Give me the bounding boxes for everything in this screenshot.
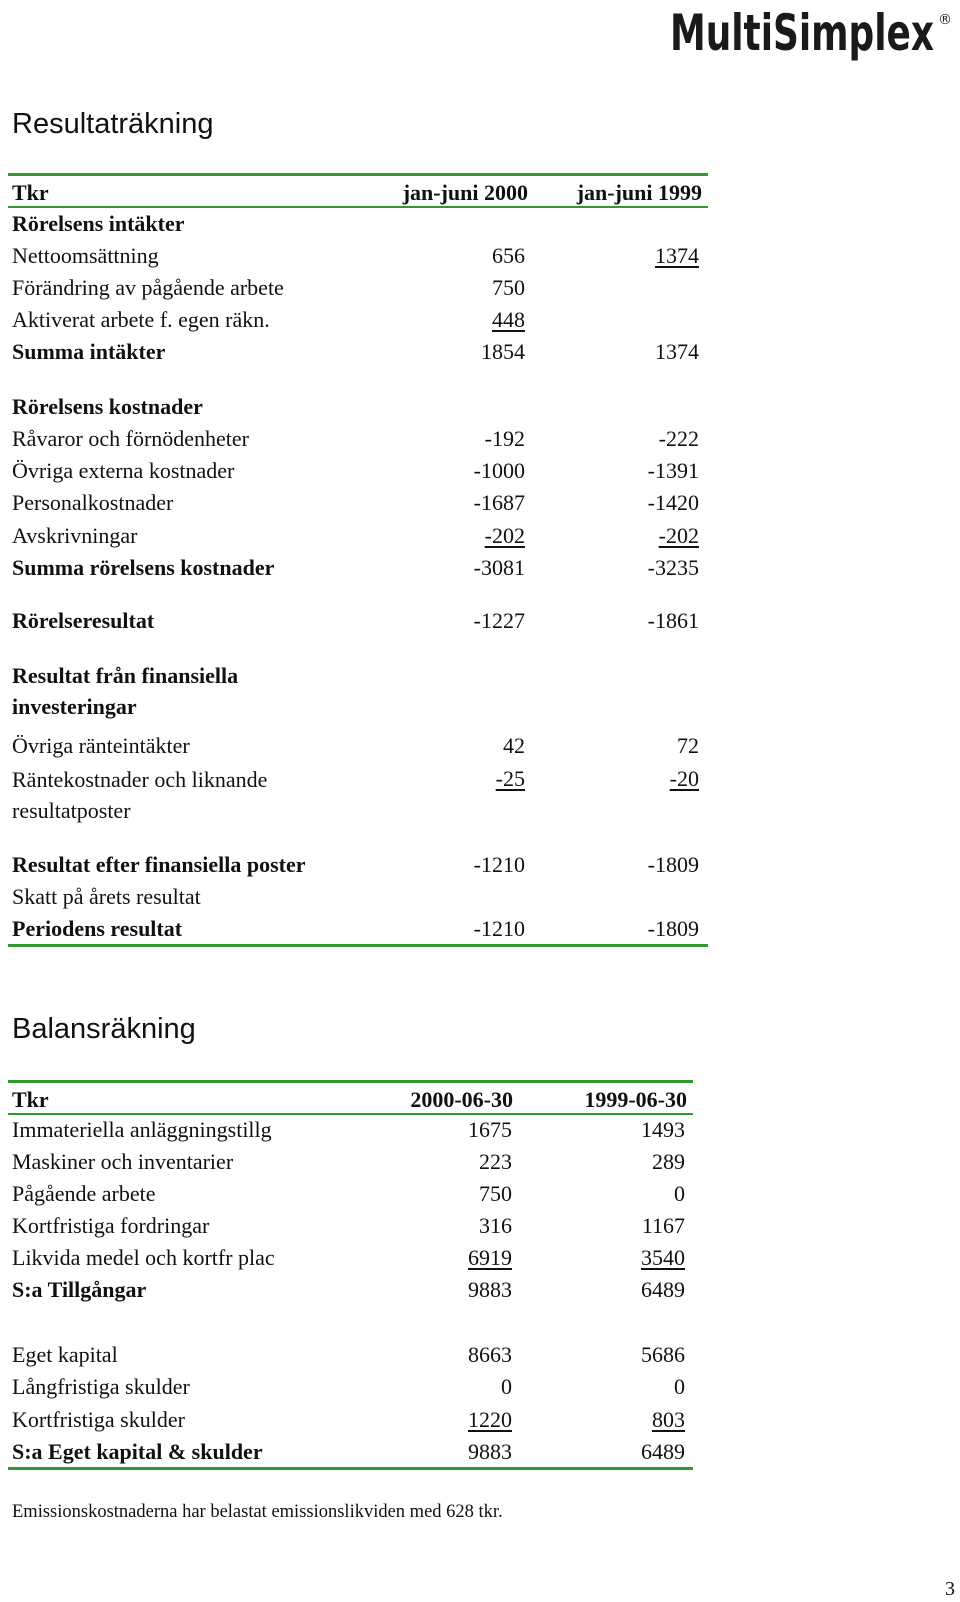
balance-bottom-divider — [8, 1467, 693, 1470]
balance-sheet-title: Balansräkning — [12, 1013, 196, 1045]
table-row: Resultat från finansiella investeringar — [12, 663, 239, 719]
multisimplex-logo — [668, 0, 960, 62]
logo-text: MultiSimplex — [670, 4, 934, 62]
balance-top-divider — [8, 1080, 693, 1083]
income-header-col1: jan-juni 2000 — [402, 180, 528, 205]
balance-header-label: Tkr — [12, 1087, 49, 1112]
income-top-divider — [8, 173, 708, 176]
income-bottom-divider — [8, 944, 708, 947]
balance-header-col1: 2000-06-30 — [410, 1087, 513, 1112]
logo-registered-mark: ® — [938, 12, 952, 28]
income-header-label: Tkr — [12, 180, 49, 205]
table-row: Räntekostnader och liknande resultatposter -25 -20 — [12, 766, 699, 823]
emission-cost-note: Emissionskostnaderna har belastat emissionslikviden med 628 tkr. — [12, 1502, 503, 1522]
income-statement-title: Resultaträkning — [12, 108, 214, 140]
page-number: 3 — [945, 1578, 955, 1600]
income-header-divider — [8, 206, 708, 208]
balance-header-col2: 1999-06-30 — [584, 1087, 687, 1112]
income-header-col2: jan-juni 1999 — [576, 180, 702, 205]
